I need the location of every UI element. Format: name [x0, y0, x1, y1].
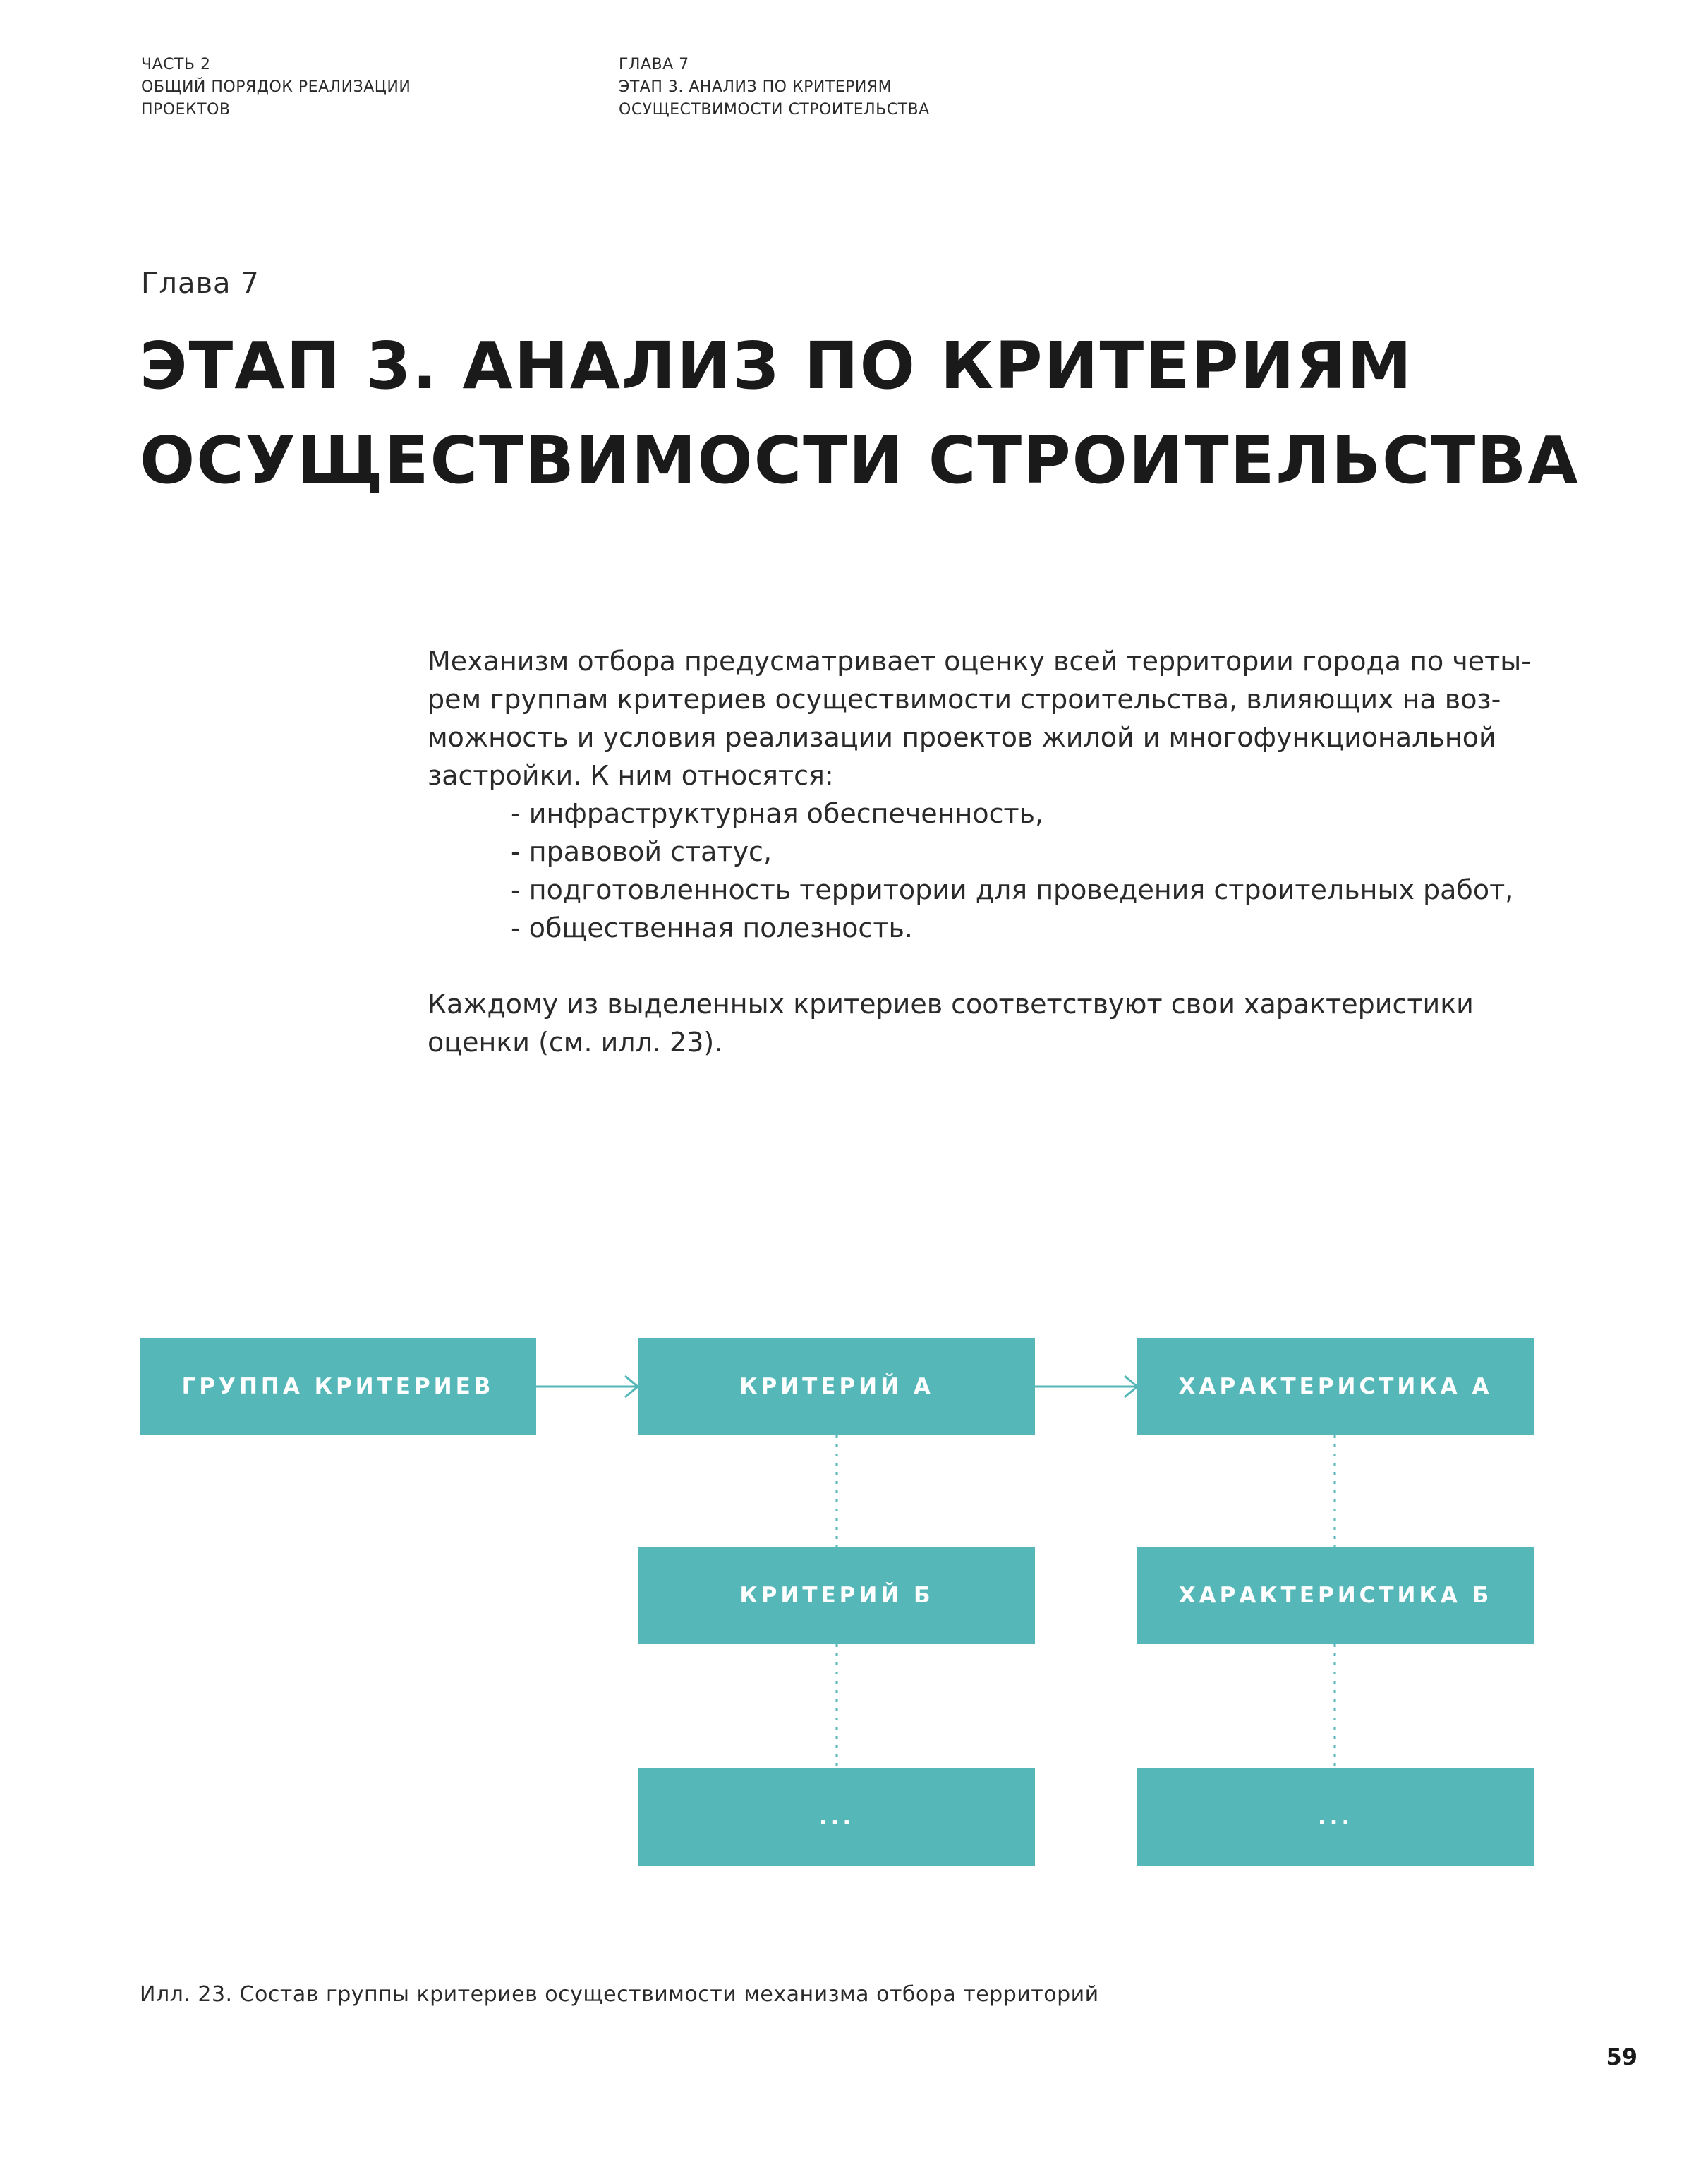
- characteristic-more-box: [1137, 1768, 1534, 1866]
- chapter-label: Глава 7: [141, 267, 260, 300]
- figure-caption: Илл. 23. Состав группы критериев осуществимости механизма отбора территорий: [140, 1982, 1099, 2007]
- criteria-group-box: [140, 1338, 536, 1435]
- list-item: - общественная полезность.: [511, 909, 1528, 947]
- running-head-part-title: ОБЩИЙ ПОРЯДОК РЕАЛИЗАЦИИ: [141, 78, 411, 96]
- criterion-b-box: [638, 1547, 1035, 1644]
- running-head-chapter: ГЛАВА 7: [619, 56, 689, 73]
- running-head-right: [619, 54, 930, 121]
- body-text: [428, 642, 1531, 1061]
- paragraph-1: [428, 642, 1531, 795]
- paragraph-2-line: оценки (см. илл. 23).: [428, 1027, 723, 1058]
- list-item: - правовой статус,: [511, 833, 1528, 871]
- criterion-more-box: [638, 1768, 1035, 1866]
- criterion-b-label: КРИТЕРИЙ Б: [739, 1583, 934, 1608]
- criterion-more-label: ...: [818, 1804, 855, 1830]
- paragraph-2-line: Каждому из выделенных критериев соответствуют свои характеристики: [428, 989, 1474, 1020]
- criterion-a-label: КРИТЕРИЙ А: [739, 1374, 934, 1399]
- list-item: - инфраструктурная обеспеченность,: [511, 795, 1528, 833]
- characteristic-more-label: ...: [1317, 1804, 1354, 1830]
- page-title-line-2: ОСУЩЕСТВИМОСТИ СТРОИТЕЛЬСТВА: [140, 423, 1580, 498]
- criterion-a-box: [638, 1338, 1035, 1435]
- criteria-group-label: ГРУППА КРИТЕРИЕВ: [181, 1374, 495, 1399]
- paragraph-1-line: застройки. К ним относятся:: [428, 760, 834, 791]
- paragraph-1-line: рем группам критериев осуществимости строительства, влияющих на воз-: [428, 684, 1501, 715]
- arrowhead-criterion-to-characteristic: [1125, 1376, 1137, 1397]
- paragraph-2: [428, 985, 1528, 1061]
- page-title-line-1: ЭТАП 3. АНАЛИЗ ПО КРИТЕРИЯМ: [140, 328, 1413, 404]
- characteristic-b-box: [1137, 1547, 1534, 1644]
- running-head-chapter-title: ЭТАП 3. АНАЛИЗ ПО КРИТЕРИЯМ: [619, 78, 892, 96]
- running-head-part: ЧАСТЬ 2: [141, 56, 211, 73]
- characteristic-a-label: ХАРАКТЕРИСТИКА А: [1178, 1374, 1493, 1399]
- characteristic-b-label: ХАРАКТЕРИСТИКА Б: [1178, 1583, 1493, 1608]
- paragraph-1-line: Механизм отбора предусматривает оценку всей территории города по четы-: [428, 646, 1531, 677]
- paragraph-1-line: можность и условия реализации проектов жилой и многофункциональной: [428, 722, 1496, 753]
- page-number: 59: [1606, 2044, 1637, 2070]
- characteristic-a-box: [1137, 1338, 1534, 1435]
- arrowhead-group-to-criterion: [625, 1376, 638, 1397]
- criteria-list: [428, 795, 1528, 947]
- list-item: - подготовленность территории для проведения строительных работ,: [511, 871, 1528, 909]
- running-head-part-title-cont: ПРОЕКТОВ: [141, 101, 231, 119]
- page-title: [140, 319, 1580, 508]
- running-head-chapter-title-cont: ОСУЩЕСТВИМОСТИ СТРОИТЕЛЬСТВА: [619, 101, 930, 119]
- running-head-left: [141, 54, 411, 121]
